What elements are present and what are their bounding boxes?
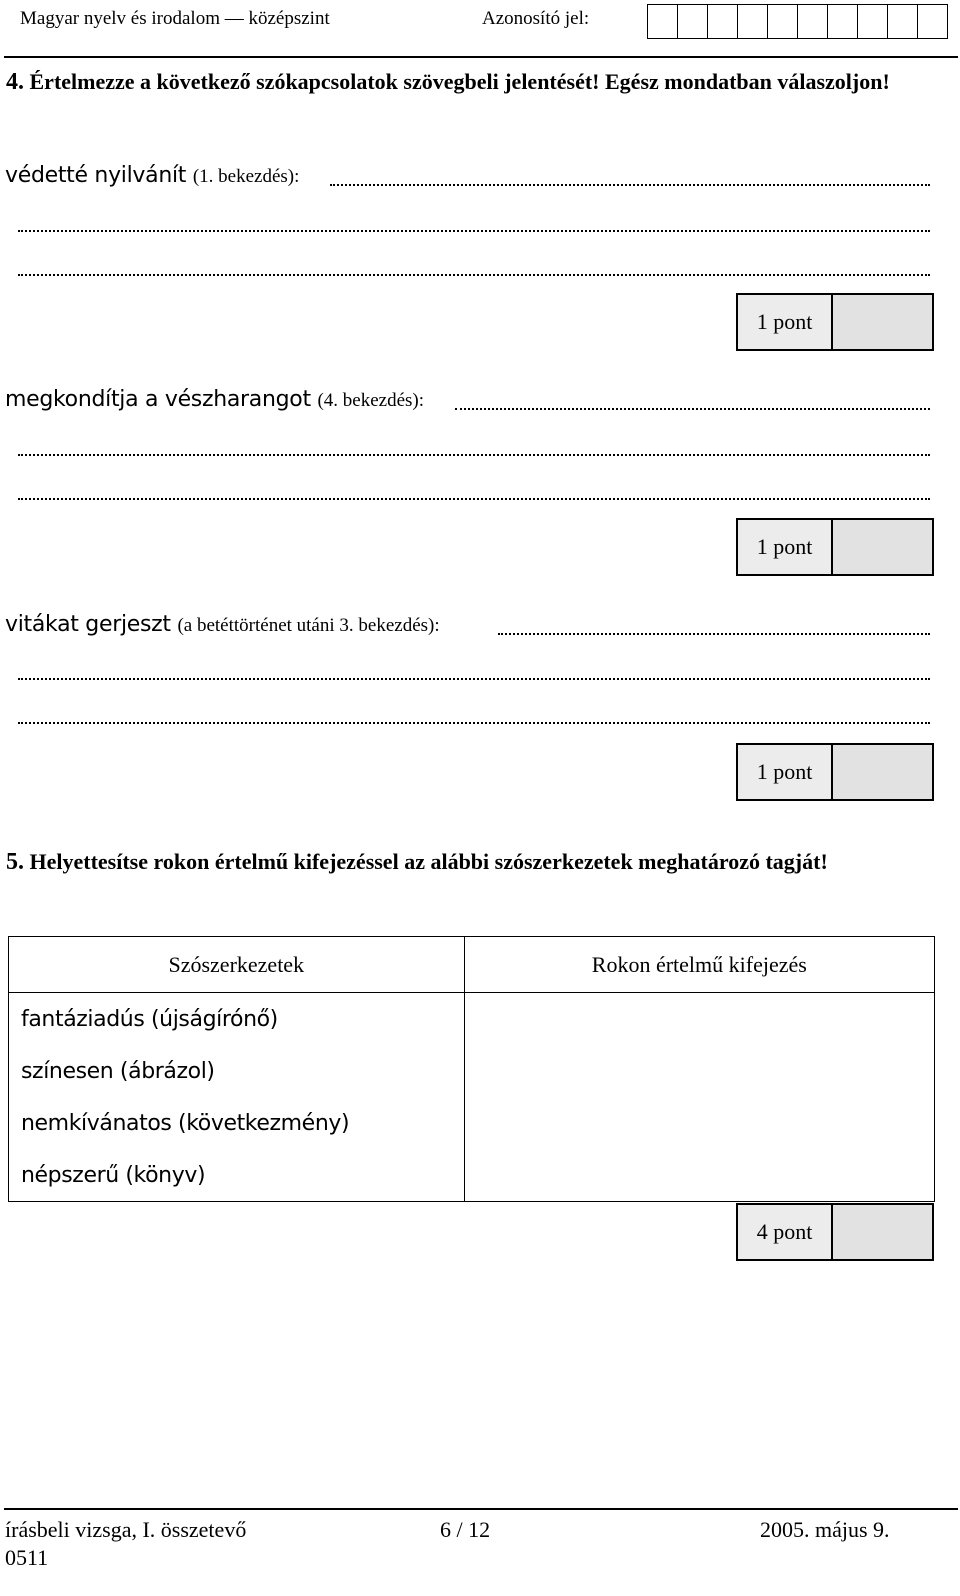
header-id-label: Azonosító jel: — [482, 8, 590, 29]
header-rule — [4, 56, 958, 58]
table-cell-term: fantáziadús (újságírónő) — [9, 993, 465, 1046]
table-row — [9, 1045, 935, 1097]
footer-code: 0511 — [5, 1545, 49, 1570]
table-row — [9, 993, 935, 1046]
item-phrase: megkondítja a vészharangot — [5, 387, 311, 412]
answer-line[interactable] — [330, 184, 930, 186]
table-cell-answer[interactable] — [464, 993, 934, 1046]
score-cell[interactable] — [833, 743, 934, 801]
footer-rule — [4, 1508, 958, 1510]
table-cell-term: színesen (ábrázol) — [9, 1045, 465, 1097]
id-box[interactable] — [707, 4, 738, 39]
q4-item-2 — [5, 387, 424, 412]
q5-table — [8, 936, 935, 1202]
table-header-cell: Szószerkezetek — [9, 937, 465, 993]
score-box-3 — [736, 743, 934, 801]
score-label: 1 pont — [736, 518, 833, 576]
table-cell-term: nemkívánatos (következmény) — [9, 1097, 465, 1149]
id-boxes[interactable] — [648, 4, 948, 39]
table-cell-answer[interactable] — [464, 1045, 934, 1097]
item-phrase: vitákat gerjeszt — [5, 612, 171, 637]
q4-text: Értelmezze a következő szókapcsolatok szövegbeli jelentését! Egész mondatban válaszoljon! — [29, 69, 890, 94]
score-label: 1 pont — [736, 293, 833, 351]
answer-line[interactable] — [18, 274, 930, 276]
q5-prompt — [6, 846, 828, 878]
q5-text: Helyettesítse rokon értelmű kifejezéssel az alábbi szószerkezetek meghatározó tagját! — [29, 849, 828, 874]
id-box[interactable] — [797, 4, 828, 39]
id-box[interactable] — [677, 4, 708, 39]
answer-line[interactable] — [18, 454, 930, 456]
table-cell-term: népszerű (könyv) — [9, 1149, 465, 1202]
footer-page: 6 / 12 — [440, 1517, 491, 1542]
table-header-row — [9, 937, 935, 993]
score-box-q5 — [736, 1203, 934, 1261]
item-ref: (1. bekezdés): — [192, 166, 300, 187]
id-box[interactable] — [647, 4, 678, 39]
table-row — [9, 1149, 935, 1202]
id-box[interactable] — [827, 4, 858, 39]
score-label: 1 pont — [736, 743, 833, 801]
table-cell-answer[interactable] — [464, 1149, 934, 1202]
answer-line[interactable] — [18, 230, 930, 232]
q4-item-3 — [5, 612, 440, 637]
score-box-2 — [736, 518, 934, 576]
q4-prompt — [6, 66, 926, 98]
id-box[interactable] — [767, 4, 798, 39]
score-cell[interactable] — [833, 518, 934, 576]
score-cell[interactable] — [833, 293, 934, 351]
item-ref: (a betéttörténet utáni 3. bekezdés): — [177, 615, 440, 636]
footer-exam: írásbeli vizsga, I. összetevő — [5, 1517, 247, 1542]
id-box[interactable] — [887, 4, 918, 39]
item-phrase: védetté nyilvánít — [5, 163, 187, 188]
item-ref: (4. bekezdés): — [317, 390, 425, 411]
answer-line[interactable] — [18, 722, 930, 724]
id-box[interactable] — [737, 4, 768, 39]
table-cell-answer[interactable] — [464, 1097, 934, 1149]
answer-line[interactable] — [455, 408, 930, 410]
q4-item-1 — [5, 163, 299, 188]
id-box[interactable] — [917, 4, 948, 39]
score-box-1 — [736, 293, 934, 351]
footer-date: 2005. május 9. — [760, 1517, 890, 1542]
score-cell[interactable] — [833, 1203, 934, 1261]
answer-line[interactable] — [18, 678, 930, 680]
id-box[interactable] — [857, 4, 888, 39]
q4-number: 4. — [6, 69, 24, 95]
table-header-cell: Rokon értelmű kifejezés — [464, 937, 934, 993]
answer-line[interactable] — [18, 498, 930, 500]
header-subject: Magyar nyelv és irodalom — középszint — [20, 8, 330, 29]
answer-line[interactable] — [498, 633, 930, 635]
q5-number: 5. — [6, 849, 24, 875]
table-row — [9, 1097, 935, 1149]
score-label: 4 pont — [736, 1203, 833, 1261]
